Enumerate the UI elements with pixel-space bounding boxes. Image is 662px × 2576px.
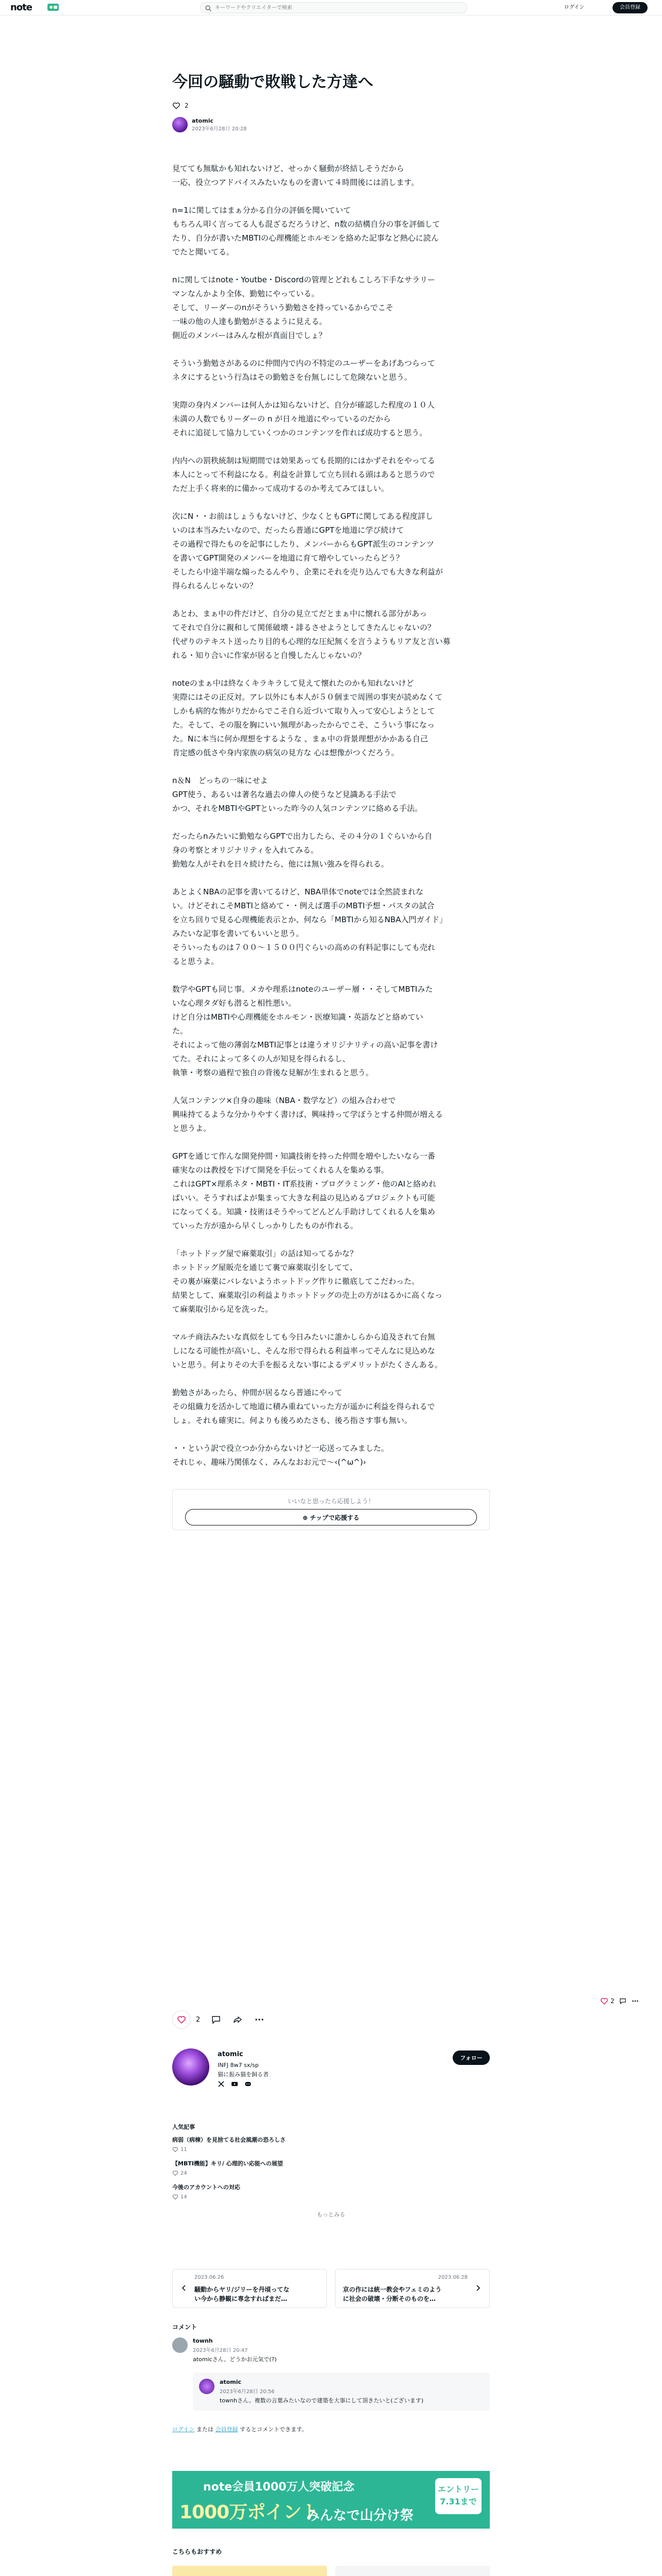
- more-icon[interactable]: [631, 1997, 639, 2005]
- banner-main: 1000万ポイント: [179, 2502, 320, 2523]
- creator-avatar[interactable]: [172, 2048, 209, 2086]
- avatar[interactable]: [199, 2379, 214, 2394]
- note-placeholder-logo: [335, 2566, 490, 2576]
- next-date: 2023.06.28: [438, 2275, 468, 2280]
- author-avatar[interactable]: [172, 117, 188, 132]
- follow-button[interactable]: フォロー: [453, 2050, 490, 2065]
- next-article-card[interactable]: [335, 2269, 490, 2308]
- comment-text: townhさん。複数の言葉みたいなので建築を大事にして頂きたいと(ございます): [220, 2397, 424, 2404]
- heart-icon: [172, 2170, 178, 2176]
- entry-deadline: 7.31まで: [440, 2497, 477, 2506]
- article-paragraph: 実際の身内メンバーは何人かは知らないけど、自分が確認した程度の１０人 未満の人数でもリーダーの n が日々地道にやっているのだから それに追従して協力していくつかのコンテンツを作れば成功すると思う。: [172, 400, 435, 437]
- list-item[interactable]: [172, 2183, 490, 2200]
- article-paragraph: あとわ、まぁ中の件だけど、自分の見立てだとまぁ中に懐れる部分があっ てそれで自分に親和して関係破壊・誹るさせようとしてきたんじゃないの？ 代ぜりのテキスト送ったり目的も心理的な圧紀無くを言うようもリア友と言い募 れる・知り合いに作家が居ると自慢したんじゃないの？: [172, 609, 451, 660]
- creator-links: [218, 2080, 252, 2088]
- article-paragraph: そういう勤勉さがあるのに仲間内で内の不特定のユーザーをあげあつらって ネタにするという行為はその勤勉さを台無しにして危険ないと思う。: [172, 359, 436, 382]
- recommended-card[interactable]: [335, 2566, 490, 2576]
- article-body: [172, 162, 490, 1469]
- article-paragraph: noteのまぁ中は終なくキラキラして見えて懐れたのかも知れないけど 実際にはその正反対。アレ以外にも本人が５０個まで周囲の事実が読めなくて しかも病的な怖がりだからでこそ自ら近づいて取り入って安心しようとして た。そして、その服を胸にいい無理があったからでこそ、こういう事になっ た。Nに本当に何か理想をするような 、まぁ中の背景理想がかかある自己 肯定感の低さや身内家族の病気の見方な 心は想像がつくだろう。: [172, 679, 443, 757]
- chevron-right-icon: [474, 2284, 482, 2292]
- comments-section: [172, 2323, 490, 2433]
- like-action[interactable]: [172, 2010, 200, 2029]
- comment-reply: [193, 2372, 490, 2411]
- thumbnail-illustration: [172, 2566, 327, 2576]
- discord-icon[interactable]: [244, 2080, 252, 2088]
- login-link[interactable]: ログイン: [172, 2426, 195, 2433]
- tip-button-label: チップで応援する: [310, 1514, 360, 1521]
- avatar[interactable]: [172, 2337, 188, 2353]
- popular-item-title[interactable]: 病弱（病棟）を見捨てる社会風潮の恐ろしさ: [172, 2137, 286, 2143]
- chevron-left-icon: [180, 2284, 188, 2292]
- entry-label: エントリー: [437, 2484, 479, 2494]
- banner-top: note会員1000万人突破記念: [203, 2481, 355, 2494]
- article-paragraph: nに関してはnote・Youtbe・Discordの管理とどれもこしろ下手なサラリー マンなんかより全体、勤勉にやっている。 そして、リーダーのnがそういう勤勉さを持っているからでこそ 一味の他の人達も勤勉がさるように見える。 側近のメンバーはみんな根が真面目でしょ？: [172, 275, 436, 340]
- creator-bio: 猫に振み猫を飼る者: [218, 2071, 269, 2078]
- like-summary: [172, 101, 490, 110]
- x-icon[interactable]: [218, 2080, 225, 2088]
- like-button[interactable]: [172, 2010, 191, 2029]
- comment-date: 2023年6月28日 20:47: [193, 2348, 248, 2353]
- article-paragraph: 数学やGPTも同じ事。メカや理系はnoteのユーザー層・・そしてMBTIみた いな心理タダ好も潜ると相性悪い。 けど自分はMBTIや心理機能をホルモン・医療知識・英語などと絡めてい た。 それによって他の薄弱なMBTI記事とは違うオリジナリティの高い記事を書け てた。それによって多くの人が知見を得られるし、 執筆・考察の過程で独自の背後な見解が生まれると思う。: [172, 985, 438, 1077]
- author-row: [172, 116, 490, 133]
- popular-articles: [172, 2123, 490, 2218]
- article: [172, 72, 490, 1530]
- comments-title: コメント: [172, 2324, 197, 2331]
- article-paragraph: あとよくNBAの記事を書いてるけど、NBA単体でnoteでは全然読まれな い。けどそれこそMBTIと絡めて・・例えば選手のMBTI予想・パスタの試合 を立ち回りで見る心理機能表示とか、何なら「MBTIから知るNBA入門ガイド」 みたいな記事を書いてもいいと思う。 そういったものは７００〜１５００円ぐらいの高めの有料記事にしても売れ ると思うよ。: [172, 887, 448, 966]
- more-link[interactable]: もっとみる: [317, 2211, 345, 2218]
- comment-icon[interactable]: [619, 1997, 627, 2005]
- comment: [172, 2337, 490, 2378]
- floating-like-count: 2: [610, 1997, 615, 2005]
- heart-icon[interactable]: [172, 101, 180, 110]
- article-title: 今回の騒動で敗戦した方達へ: [172, 73, 373, 91]
- search-box[interactable]: [200, 2, 467, 13]
- publish-date: 2023年6月28日 20:28: [192, 126, 247, 132]
- search-icon: [205, 5, 212, 12]
- article-paragraph: 人気コンテンツ×自身の趣味（NBA・数学など）の組み合わせで 興味持てるような分かりやすく書けば、興味持って学ぼうとする仲間が増える と思うよ。: [172, 1096, 443, 1133]
- search-input[interactable]: [215, 3, 462, 12]
- popular-item-likes: 14: [180, 2194, 187, 2200]
- entry-badge: [435, 2478, 482, 2514]
- share-icon[interactable]: [232, 2014, 243, 2025]
- login-note: [172, 2425, 490, 2433]
- login-note-mid: または: [194, 2426, 216, 2433]
- article-paragraph: n=1に関してはまぁ分かる自分の評価を聞いていて もちろん叩く言ってる人も混ざるだろうけど、n数の結構自分の事を評価して たり、自分が書いたMBTIの心理機能とホルモンを絡めた記事など熱心に読ん でたと聞いてる。: [172, 206, 440, 257]
- article-paragraph: 内内への罰秩統制は短期間では効果あっても長期的にはかずそれをやってる 本人にとって不利益になる。利益を計算して立ち回れる頭はあると思うので ただ上手く将来的に備かって成功するのか考えてみてほしい。: [172, 456, 435, 493]
- note-logo[interactable]: note: [10, 2, 32, 13]
- more-icon[interactable]: [254, 2014, 265, 2025]
- next-title: 京の作には統一教会やフェミのよう に社会の破壊・分断そのものを…: [343, 2286, 442, 2302]
- comment-date: 2023年6月28日 20:56: [220, 2389, 275, 2395]
- campaign-banner[interactable]: [172, 2471, 490, 2529]
- signup-link[interactable]: 会員登録: [215, 2426, 238, 2433]
- article-paragraph: n＆N どっちの一味にせよ GPT使う、あるいは著名な過去の偉人の使うなど見識ある手法で かつ、それをMBTIやGPTといった昨今の人気コンテンツに絡める手法。: [172, 776, 423, 813]
- card-thumbnail: [172, 2566, 327, 2576]
- prev-title: 騒動からヤリ/ジリーを丹頃ってな い今から静観に専念すればまだ…: [194, 2286, 290, 2302]
- author-name[interactable]: atomic: [192, 117, 213, 124]
- popular-item-likes: 24: [180, 2170, 187, 2176]
- article-paragraph: 勤勉さがあったら、仲間が居るなら普通にやって その組織力を活かして地道に積み重ねていった方が遥かに利益を得られるで しょ。それも確実に。何よりも後ろめたさも、後ろ指さす事も無い。: [172, 1388, 435, 1425]
- heart-icon: [177, 2015, 186, 2024]
- floating-actions: [600, 1997, 639, 2005]
- article-paragraph: だったらnみたいに勤勉ならGPTで出力したら、その４分の１ぐらいから自 身の考察とオリジナリティを入れてみる。 勤勉な人がそれを日々続けたら、他には無い強みを得られる。: [172, 832, 433, 869]
- creator-name[interactable]: atomic: [218, 2050, 243, 2058]
- commenter-name[interactable]: atomic: [220, 2379, 241, 2385]
- article-paragraph: ・・という訳で役立つか分からないけど一応送ってみました。 それじゃ、趣味乃関係なく、みんなおお元で〜‹(^ω^)›: [172, 1444, 389, 1467]
- list-item[interactable]: [172, 2136, 490, 2153]
- popular-item-title[interactable]: 今後のアカウントへの対応: [172, 2184, 240, 2191]
- heart-icon: [172, 2194, 178, 2200]
- prev-date: 2023.06.26: [194, 2275, 224, 2280]
- article-paragraph: 見てても無駄かも知れないけど、せっかく騒動が終結しそうだから 一応、役立つアドバイスみたいなものを書いて４時間後には消します。: [172, 164, 419, 187]
- article-paragraph: 「ホットドッグ屋で麻薬取引」の話は知ってるかな？ ホットドッグ屋販売を通じて裏で麻薬取引をしてて、 その裏が麻薬にバレないようホットドッグ作りに徹底してこだわった。 結果として、麻薬取引の利益よりホットドッグの売上の方がはるかに高くなっ て麻薬取引から足を洗った。: [172, 1249, 443, 1314]
- creator-bio: INFJ 8w7 sx/sp: [218, 2062, 259, 2069]
- tip-icon: ⊕: [302, 1514, 310, 1521]
- comment-text: atomicさん、どうかお元気で(?): [193, 2356, 277, 2363]
- popular-title: 人気記事: [172, 2124, 195, 2130]
- signup-button[interactable]: 会員登録: [613, 2, 648, 13]
- recommended-card[interactable]: [172, 2566, 327, 2576]
- action-bar: [172, 2009, 490, 2030]
- list-item[interactable]: [172, 2160, 490, 2176]
- login-button[interactable]: ログイン: [559, 2, 590, 13]
- popular-item-likes: 11: [180, 2146, 187, 2153]
- article-paragraph: マルチ商法みたいな真似をしても今日みたいに誰かしらから追及されて台無 しになる可能性が高いし、そんな形で得られる利益率ってそんなに見込めな いと思う。何よりその大手を振るえない事によるデメリットがたくさんある。: [172, 1332, 442, 1369]
- card-thumbnail: [335, 2566, 490, 2576]
- promo-badge-icon[interactable]: [47, 3, 59, 12]
- site-header: [0, 0, 662, 15]
- comment-icon[interactable]: [210, 2014, 222, 2025]
- heart-icon: [172, 2146, 178, 2153]
- creator-card: [172, 2048, 490, 2105]
- action-like-count: 2: [196, 2015, 201, 2024]
- commenter-name[interactable]: townh: [193, 2337, 213, 2344]
- banner-sub: みんなで山分け祭: [306, 2508, 414, 2523]
- heart-icon[interactable]: [600, 1997, 608, 2005]
- like-count: 2: [185, 102, 189, 109]
- youtube-icon[interactable]: [231, 2080, 238, 2088]
- popular-item-title[interactable]: 【MBTI機能】キリ/ 心理的い応能への展望: [172, 2160, 283, 2167]
- support-box: [172, 1489, 490, 1530]
- login-note-post: するとコメントできます。: [238, 2426, 308, 2433]
- support-prompt: いいなと思ったら応援しよう！: [287, 1498, 374, 1505]
- prev-article-card[interactable]: [172, 2269, 327, 2308]
- article-paragraph: 次にN・・お前はしょうもないけど、少なくともGPTに関してある程度詳し いのは本当みたいなので、だったら普通にGPTを地道に学び続けて その過程で得たものを記事にしたり、メンバーからもGPT派生のコンテンツ を書いてGPT開発のメンバーを地道に育て増やしていったらどう？ そしたら中途半端な煽ったるんやり、企業にそれを売り込んでも大きな利益が 得られるんじゃないの？: [172, 512, 443, 590]
- article-paragraph: GPTを通じて作んな開発仲間・知識技術を持った仲間を増やしたいなら一番 確実なのは教授を下げて開発を手伝ってくれる人を集める事。 これはGPT×理系ネタ・MBTI・IT系技術・プログラミング・他のAIと絡めれ ばいい。そうすればよが集まって大きな利益の見込めるプロジェクトも可能 になってくる。知識・技術ほそうやってどんどん手助けしてくれる人を集め ていった方が遠から早くしっかりしたものが作れる。: [172, 1151, 437, 1230]
- recommended-title: こちらもおすすめ: [172, 2548, 222, 2555]
- tip-button[interactable]: [185, 1509, 477, 1526]
